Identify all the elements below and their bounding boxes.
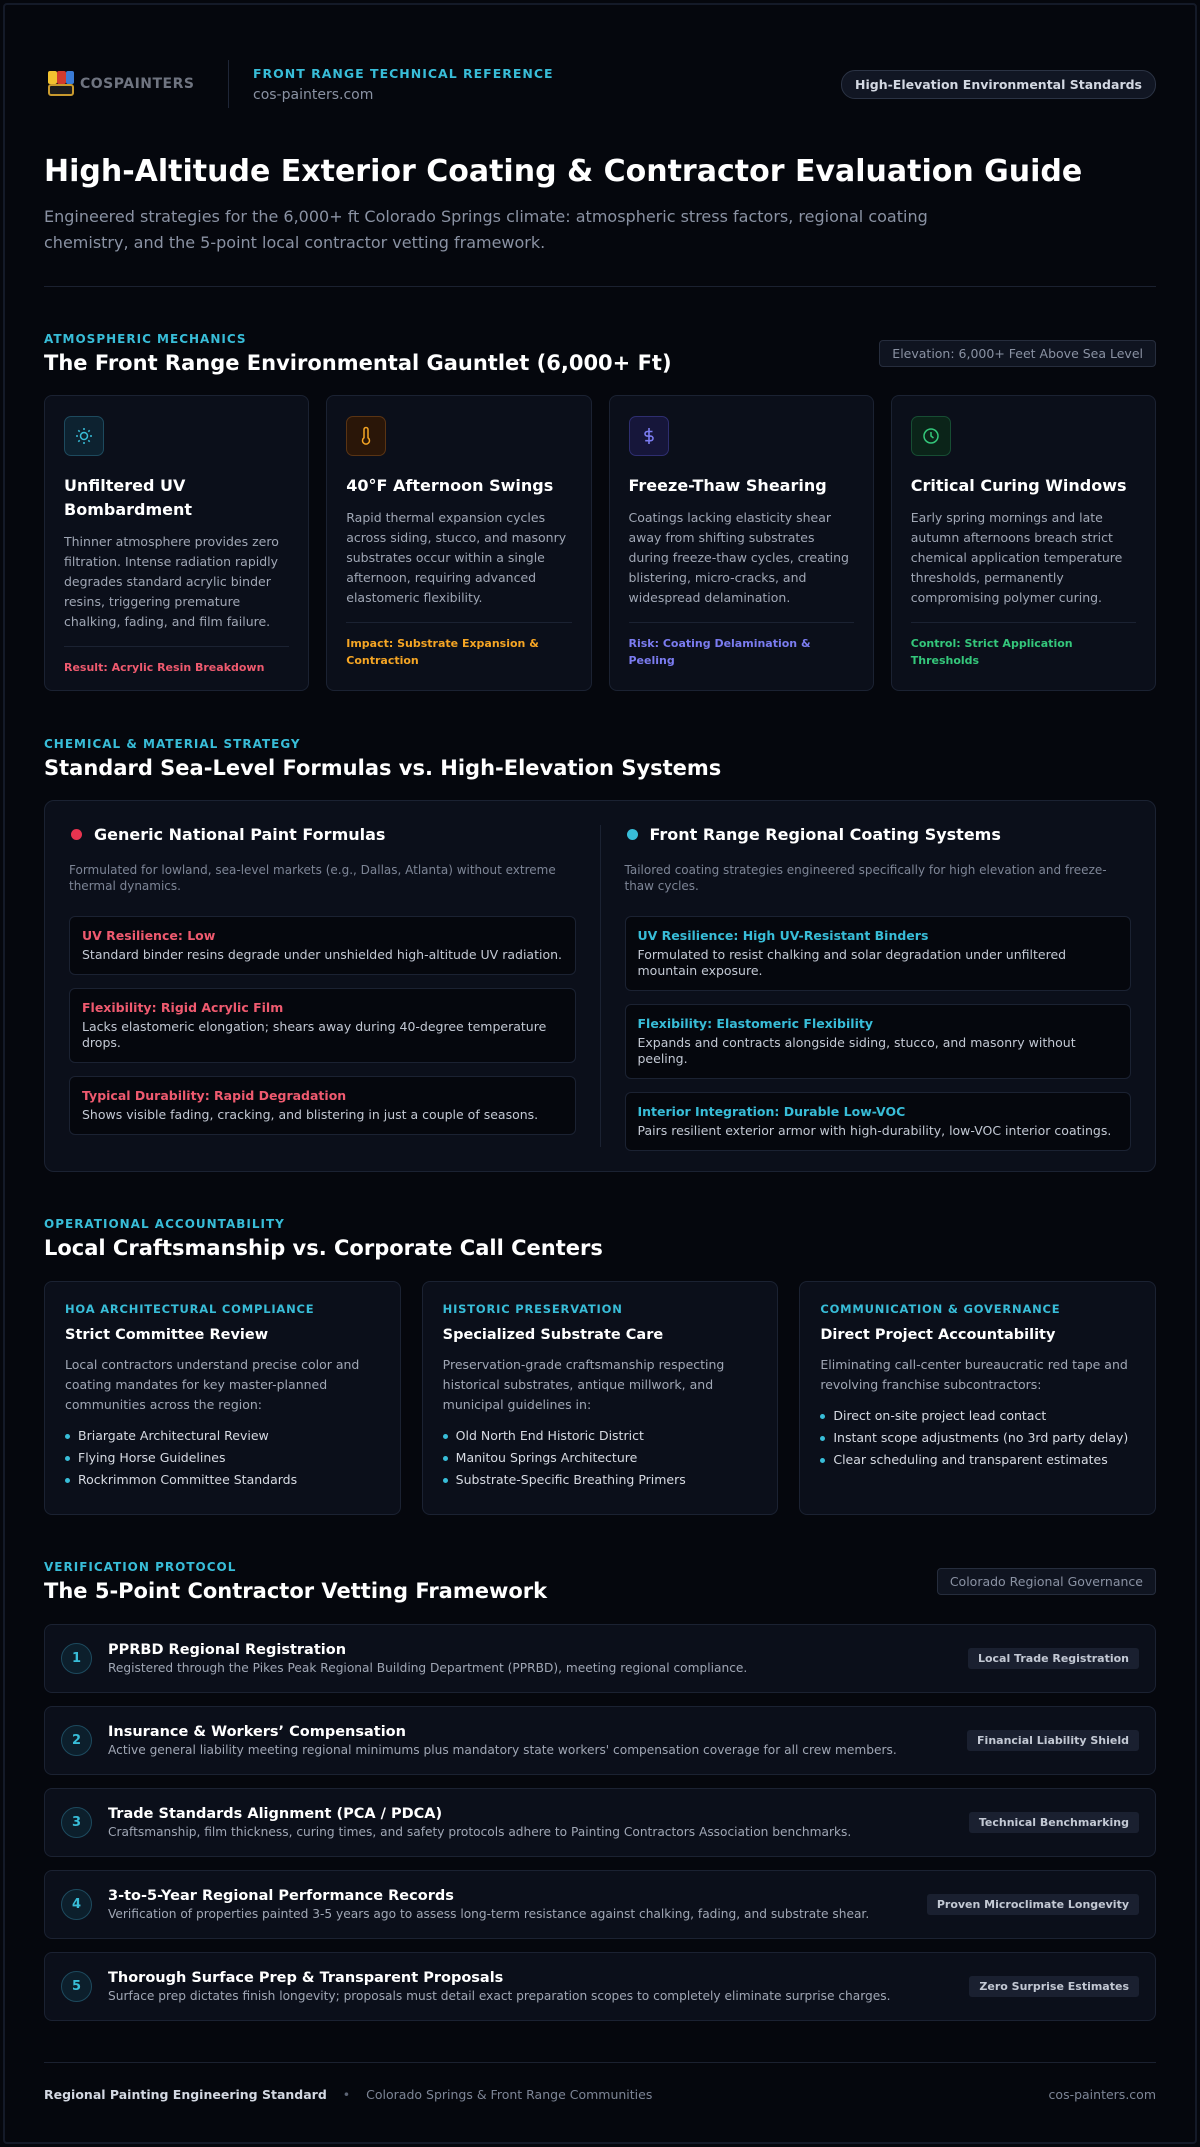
card-text: Preservation-grade craftsmanship respecting historical substrates, antique millwork, and municipal guidelines in: <box>442 1357 725 1412</box>
column-divider <box>600 825 601 1147</box>
section-title: Local Craftsmanship vs. Corporate Call Centers <box>44 1236 603 1260</box>
bullet-icon <box>820 1414 825 1419</box>
card-text: Eliminating call-center bureaucratic red tape and revolving franchise subcontractors: <box>820 1357 1128 1392</box>
card-result: Impact: Substrate Expansion & Contraction <box>346 637 539 667</box>
step-title: 3-to-5-Year Regional Performance Records <box>108 1888 454 1904</box>
card-title: Strict Committee Review <box>65 1327 269 1343</box>
step-title: PPRBD Regional Registration <box>108 1642 347 1658</box>
card-text: Rapid thermal expansion cycles across siding, stucco, and masonry substrates occur within a single afternoon, requiring advanced elastomeric flexibility. <box>346 510 567 605</box>
clock-icon <box>911 416 951 456</box>
card-title: 40°F Afternoon Swings <box>346 476 554 495</box>
bullet-icon <box>65 1456 70 1461</box>
card-freeze-thaw <box>609 395 874 691</box>
regional-systems-column <box>625 825 1132 1147</box>
item-description: Lacks elastomeric elongation; shears away during 40-degree temperature drops. <box>82 1019 547 1050</box>
section-title: The 5-Point Contractor Vetting Framework <box>44 1579 548 1603</box>
bullet-icon <box>65 1478 70 1483</box>
step-number: 1 <box>61 1643 92 1674</box>
card-title: Direct Project Accountability <box>820 1327 1056 1343</box>
card-result: Control: Strict Application Thresholds <box>910 637 1073 667</box>
card-thermal <box>326 395 591 691</box>
step-description: Verification of properties painted 3-5 years ago to assess long-term resistance against chalking, fading, and substrate shear. <box>108 1907 870 1921</box>
list-item-label: Direct on-site project lead contact <box>833 1408 1047 1423</box>
step-tag: Zero Surprise Estimates <box>969 1976 1139 1997</box>
card-list <box>65 1425 380 1491</box>
step-body <box>108 1970 969 2003</box>
footer-separator: • <box>342 2087 351 2102</box>
card-eyebrow: HOA ARCHITECTURAL COMPLIANCE <box>65 1302 315 1316</box>
step-number: 2 <box>61 1725 92 1756</box>
header-info <box>253 66 554 103</box>
card-text: Thinner atmosphere provides zero filtration. Intense radiation rapidly degrades standard acrylic binder resins, triggering premature chalking, fading, and film failure. <box>64 534 279 629</box>
item-description: Expands and contracts alongside siding, stucco, and masonry without peeling. <box>637 1035 1076 1066</box>
card-uv <box>44 395 309 691</box>
operational-section-head <box>44 1217 1156 1260</box>
page-title: High-Altitude Exterior Coating & Contractor Evaluation Guide <box>44 154 1083 189</box>
column-description: Formulated for lowland, sea-level markets (e.g., Dallas, Atlanta) without extreme thermal dynamics. <box>69 863 556 893</box>
section-eyebrow: CHEMICAL & MATERIAL STRATEGY <box>44 737 301 751</box>
section-eyebrow: VERIFICATION PROTOCOL <box>44 1560 237 1574</box>
list-item-label: Briargate Architectural Review <box>78 1428 269 1443</box>
card-divider <box>346 622 571 623</box>
step-body <box>108 1888 927 1921</box>
card-divider <box>64 646 289 647</box>
section-title: The Front Range Environmental Gauntlet (6,000+ Ft) <box>44 351 672 375</box>
governance-tag: Colorado Regional Governance <box>937 1568 1156 1595</box>
header-site-link[interactable]: cos-painters.com <box>253 86 374 103</box>
footer-site-link[interactable]: cos-painters.com <box>1048 2087 1156 2102</box>
step-number: 4 <box>61 1889 92 1920</box>
site-logo[interactable] <box>44 69 198 99</box>
card-eyebrow: HISTORIC PRESERVATION <box>442 1302 623 1316</box>
column-title: Generic National Paint Formulas <box>94 825 386 844</box>
list-item <box>65 1447 380 1469</box>
verification-section-head <box>44 1560 1156 1603</box>
step-body <box>108 1724 967 1757</box>
comparison-item <box>625 1004 1132 1079</box>
logo-text: COSPAINTERS <box>80 76 195 92</box>
card-divider <box>629 622 854 623</box>
card-divider <box>911 622 1136 623</box>
dollar-icon <box>629 416 669 456</box>
comparison-item <box>625 1092 1132 1151</box>
step-description: Surface prep dictates finish longevity; proposals must detail exact preparation scopes to completely eliminate surprise charges. <box>108 1989 891 2003</box>
list-item-label: Old North End Historic District <box>455 1428 644 1443</box>
list-item <box>820 1449 1135 1471</box>
step-title: Trade Standards Alignment (PCA / PDCA) <box>108 1806 443 1822</box>
list-item-label: Clear scheduling and transparent estimates <box>833 1452 1108 1467</box>
card-curing <box>891 395 1156 691</box>
section-title: Standard Sea-Level Formulas vs. High-Elevation Systems <box>44 756 722 780</box>
section-eyebrow: OPERATIONAL ACCOUNTABILITY <box>44 1217 285 1231</box>
list-item <box>820 1427 1135 1449</box>
step-number: 5 <box>61 1971 92 2002</box>
page-footer <box>44 2087 1156 2102</box>
vetting-step <box>44 1788 1156 1857</box>
step-tag: Financial Liability Shield <box>967 1730 1139 1751</box>
comparison-panel <box>44 800 1156 1172</box>
card-list <box>820 1405 1135 1471</box>
item-title: Flexibility: Elastomeric Flexibility <box>637 1016 873 1031</box>
bullet-icon <box>820 1436 825 1441</box>
card-result: Result: Acrylic Resin Breakdown <box>64 661 265 674</box>
generic-formulas-column <box>69 825 576 1147</box>
paint-bucket-logo-icon <box>44 69 76 99</box>
bullet-icon <box>443 1434 448 1439</box>
item-title: UV Resilience: High UV-Resistant Binders <box>637 928 929 943</box>
hero-divider <box>44 286 1156 287</box>
card-hoa-compliance <box>44 1281 401 1515</box>
atmospheric-section-head <box>44 332 1156 375</box>
cyan-dot-icon <box>627 829 638 840</box>
vetting-steps <box>44 1624 1156 2034</box>
operational-cards <box>44 1281 1156 1515</box>
vetting-step <box>44 1624 1156 1693</box>
list-item-label: Rockrimmon Committee Standards <box>78 1472 298 1487</box>
chemical-section-head <box>44 737 1156 780</box>
list-item-label: Manitou Springs Architecture <box>455 1450 638 1465</box>
step-tag: Technical Benchmarking <box>969 1812 1139 1833</box>
bullet-icon <box>443 1478 448 1483</box>
step-title: Thorough Surface Prep & Transparent Proposals <box>108 1970 504 1986</box>
column-header <box>625 825 1132 844</box>
list-item <box>65 1425 380 1447</box>
item-title: Flexibility: Rigid Acrylic Film <box>82 1000 284 1015</box>
step-description: Registered through the Pikes Peak Regional Building Department (PPRBD), meeting regional compliance. <box>108 1661 748 1675</box>
card-text: Early spring mornings and late autumn afternoons breach strict chemical application temperature thresholds, permanently compromising polymer curing. <box>910 510 1123 605</box>
step-body <box>108 1642 968 1675</box>
standards-badge: High-Elevation Environmental Standards <box>841 70 1156 99</box>
sun-icon <box>64 416 104 456</box>
card-communication-governance <box>799 1281 1156 1515</box>
column-header <box>69 825 576 844</box>
header-eyebrow: FRONT RANGE TECHNICAL REFERENCE <box>253 65 554 81</box>
step-body <box>108 1806 969 1839</box>
footer-divider <box>44 2062 1156 2063</box>
list-item-label: Substrate-Specific Breathing Primers <box>455 1472 686 1487</box>
item-description: Shows visible fading, cracking, and blistering in just a couple of seasons. <box>82 1107 539 1122</box>
footer-subtitle: Colorado Springs & Front Range Communities <box>366 2087 653 2102</box>
list-item <box>443 1447 758 1469</box>
item-title: Interior Integration: Durable Low-VOC <box>637 1104 906 1119</box>
comparison-item <box>69 1076 576 1135</box>
column-title: Front Range Regional Coating Systems <box>649 825 1001 844</box>
item-description: Formulated to resist chalking and solar degradation under unfiltered mountain exposure. <box>637 947 1067 978</box>
step-title: Insurance & Workers’ Compensation <box>108 1724 406 1740</box>
step-number: 3 <box>61 1807 92 1838</box>
vetting-step <box>44 1952 1156 2021</box>
footer-title: Regional Painting Engineering Standard <box>44 2087 327 2102</box>
list-item <box>65 1469 380 1491</box>
list-item <box>443 1469 758 1491</box>
section-eyebrow: ATMOSPHERIC MECHANICS <box>44 332 247 346</box>
list-item <box>820 1405 1135 1427</box>
item-description: Standard binder resins degrade under unshielded high-altitude UV radiation. <box>82 947 562 962</box>
vetting-step <box>44 1706 1156 1775</box>
card-eyebrow: COMMUNICATION & GOVERNANCE <box>820 1302 1061 1316</box>
elevation-tag: Elevation: 6,000+ Feet Above Sea Level <box>879 340 1156 367</box>
thermometer-icon <box>346 416 386 456</box>
column-description: Tailored coating strategies engineered specifically for high elevation and freeze-thaw cycles. <box>624 863 1107 893</box>
list-item-label: Flying Horse Guidelines <box>78 1450 226 1465</box>
atmospheric-cards <box>44 395 1156 691</box>
card-text: Coatings lacking elasticity shear away from shifting substrates during freeze-thaw cycles, creating blistering, micro-cracks, and widespread delamination. <box>628 510 849 605</box>
red-dot-icon <box>71 829 82 840</box>
card-text: Local contractors understand precise color and coating mandates for key master-planned communities across the region: <box>65 1357 360 1412</box>
card-title: Critical Curing Windows <box>910 476 1127 495</box>
vetting-step <box>44 1870 1156 1939</box>
comparison-item <box>625 916 1132 991</box>
card-title: Specialized Substrate Care <box>442 1327 664 1343</box>
page-header <box>44 62 1156 106</box>
bullet-icon <box>443 1456 448 1461</box>
step-tag: Proven Microclimate Longevity <box>927 1894 1139 1915</box>
bullet-icon <box>820 1458 825 1463</box>
comparison-item <box>69 988 576 1063</box>
item-description: Pairs resilient exterior armor with high-durability, low-VOC interior coatings. <box>637 1123 1112 1138</box>
card-title: Freeze-Thaw Shearing <box>628 476 827 495</box>
item-title: UV Resilience: Low <box>82 928 216 943</box>
page-subtitle: Engineered strategies for the 6,000+ ft Colorado Springs climate: atmospheric stress factors, regional coating chemistry, and the 5-point local contractor vetting framework. <box>44 207 928 252</box>
card-list <box>443 1425 758 1491</box>
card-historic-preservation <box>422 1281 779 1515</box>
step-description: Active general liability meeting regional minimums plus mandatory state workers' compensation coverage for all crew members. <box>108 1743 897 1757</box>
step-tag: Local Trade Registration <box>968 1648 1139 1669</box>
comparison-item <box>69 916 576 975</box>
bullet-icon <box>65 1434 70 1439</box>
header-divider <box>228 60 229 108</box>
list-item-label: Instant scope adjustments (no 3rd party delay) <box>833 1430 1129 1445</box>
card-result: Risk: Coating Delamination & Peeling <box>628 637 811 667</box>
step-description: Craftsmanship, film thickness, curing times, and safety protocols adhere to Painting Contractors Association benchmarks. <box>108 1825 852 1839</box>
item-title: Typical Durability: Rapid Degradation <box>82 1088 347 1103</box>
card-title: Unfiltered UV Bombardment <box>64 476 193 519</box>
list-item <box>443 1425 758 1447</box>
